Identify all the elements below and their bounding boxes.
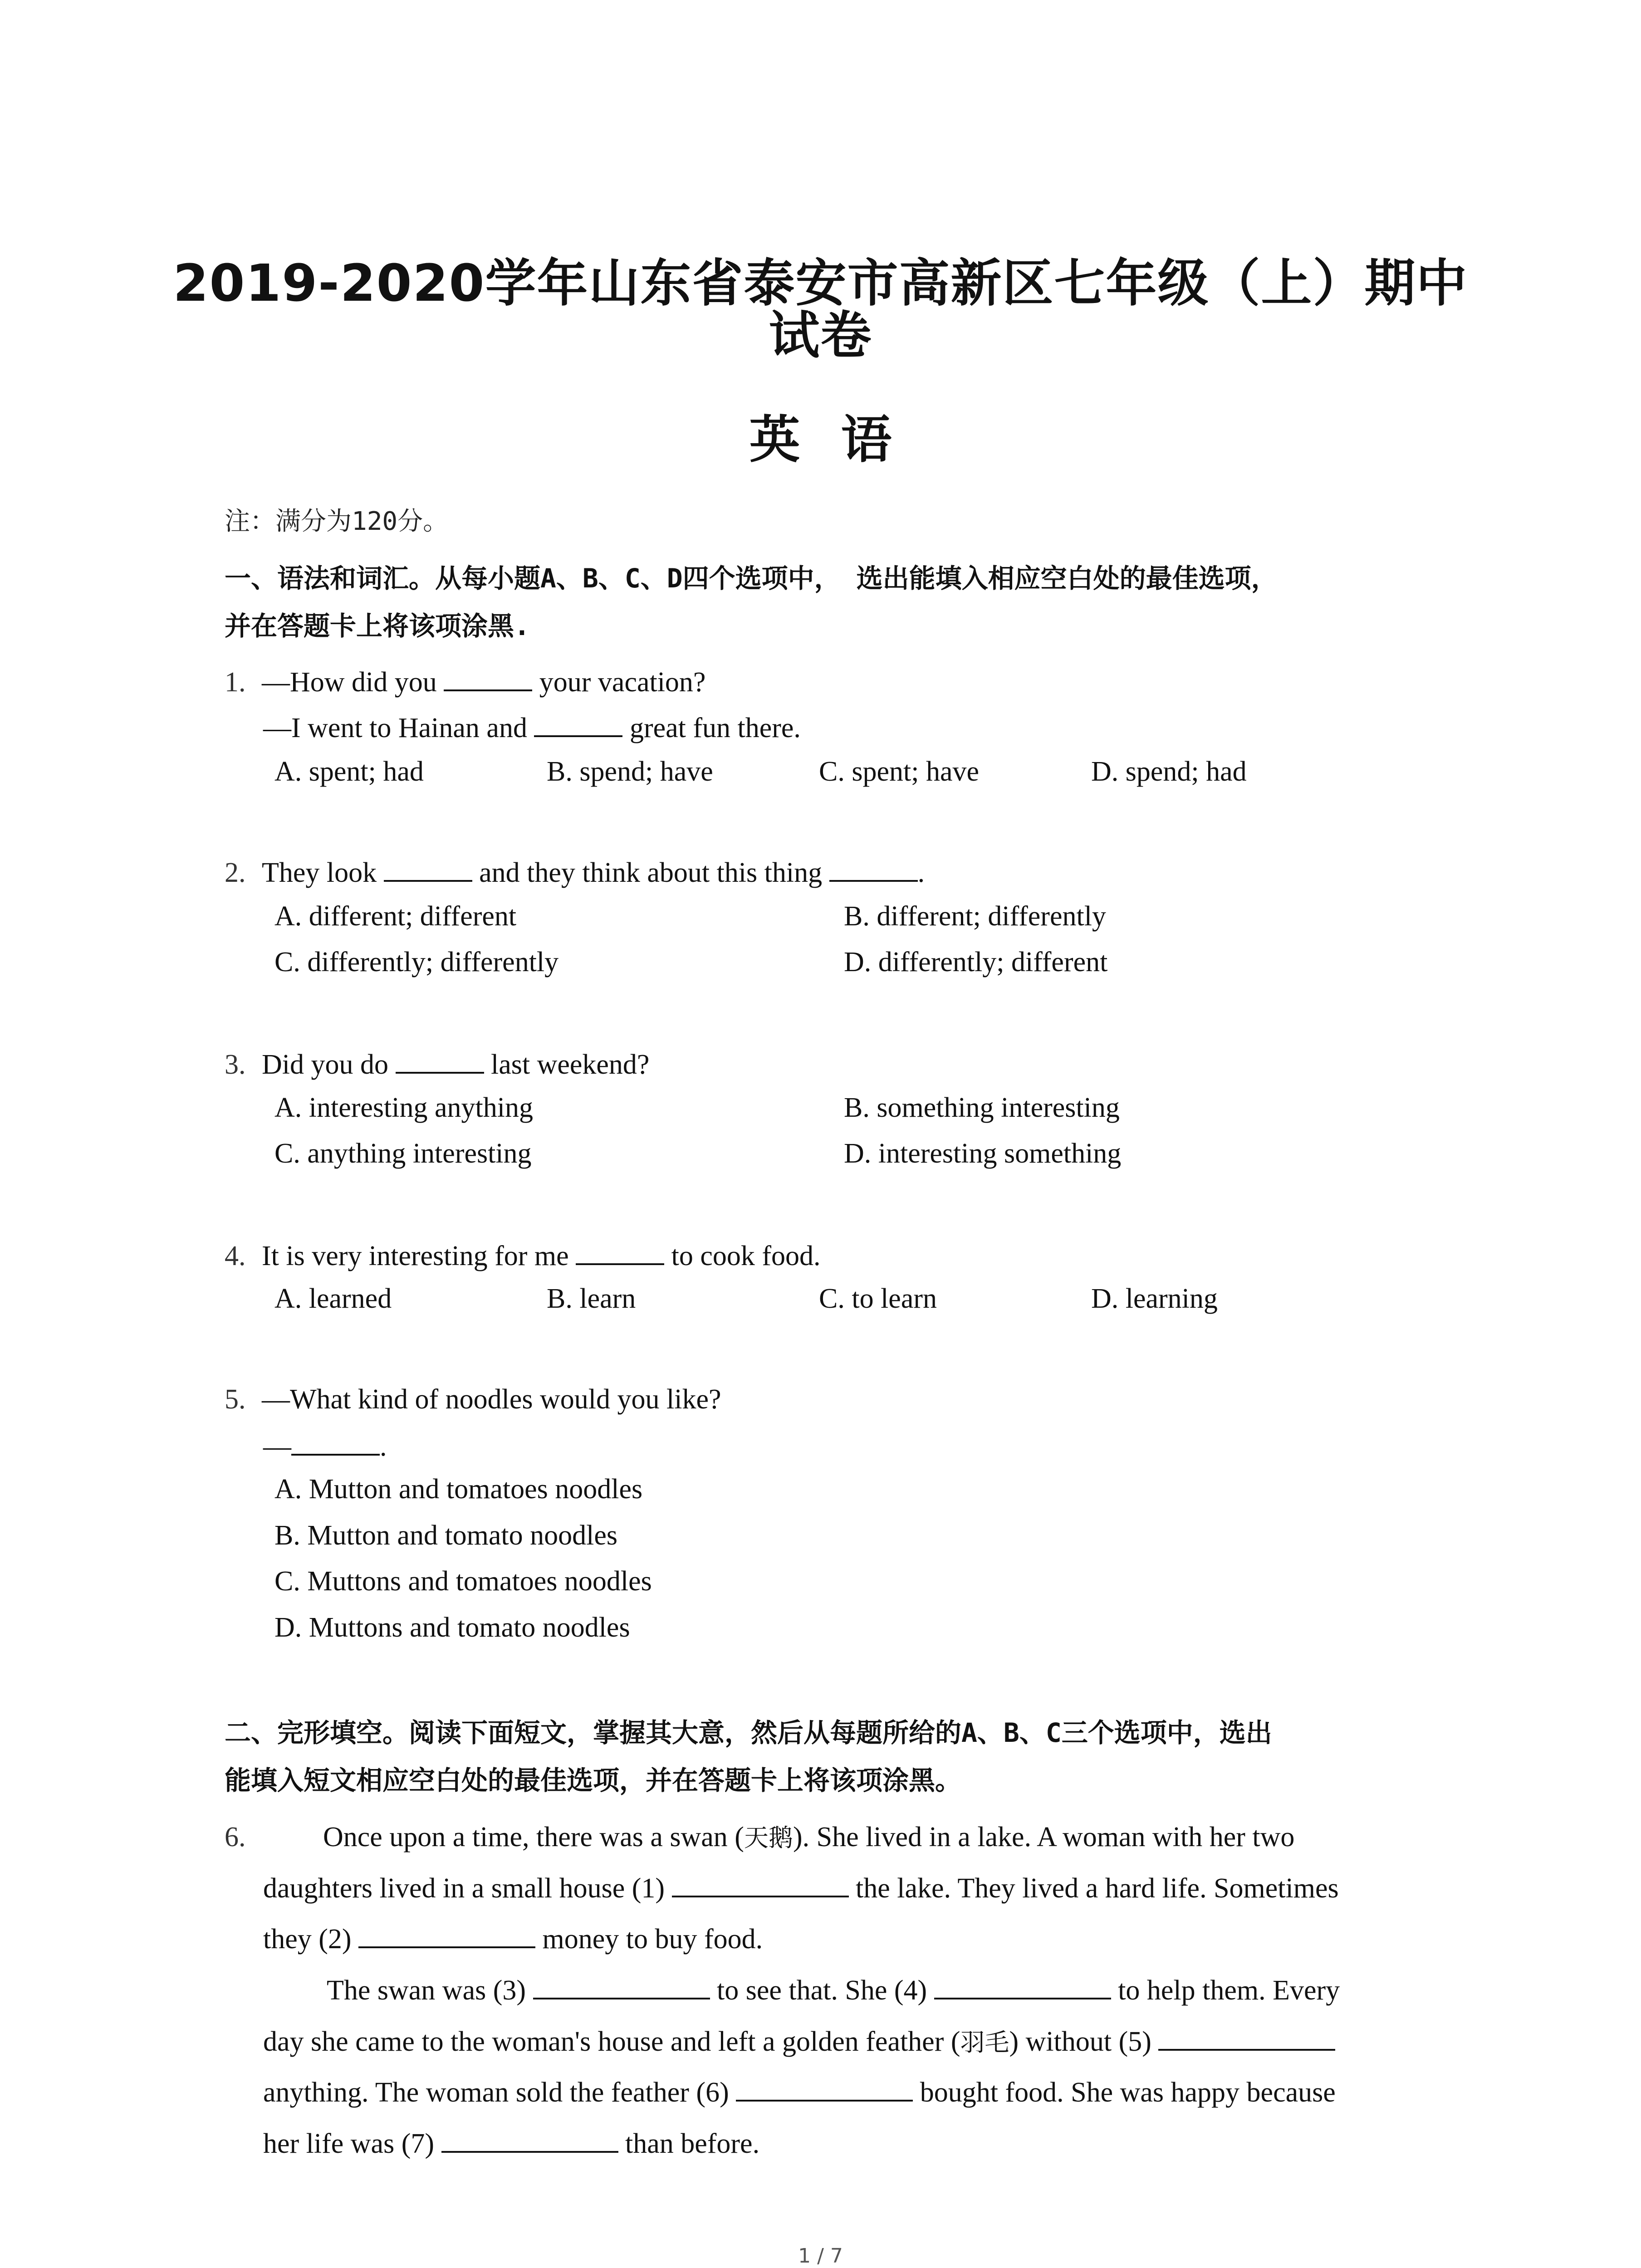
question-2-stem: 2. They look and they think about this thing . — [225, 854, 925, 891]
option-1d: D. spend; had — [1091, 756, 1247, 787]
option-2a: A. different; different — [274, 901, 517, 932]
option-5c: C. Muttons and tomatoes noodles — [274, 1566, 652, 1597]
cloze-line-7: her life was (7) than before. — [263, 2119, 759, 2169]
option-2b: B. different; differently — [844, 901, 1106, 932]
answer-blank — [576, 1237, 664, 1265]
answer-blank — [534, 709, 622, 737]
option-1c: C. spent; have — [819, 756, 979, 787]
question-1-line2: —I went to Hainan and great fun there. — [263, 709, 801, 746]
option-2d: D. differently; different — [844, 947, 1108, 978]
cloze-blank-2 — [358, 1920, 535, 1948]
answer-blank — [396, 1046, 484, 1074]
question-1-stem: 1. —How did you your vacation? — [225, 663, 705, 700]
option-5b: B. Mutton and tomato noodles — [274, 1520, 618, 1551]
answer-blank — [829, 854, 918, 882]
cloze-blank-1 — [672, 1869, 849, 1897]
cloze-blank-4 — [934, 1971, 1111, 1999]
option-5a: A. Mutton and tomatoes noodles — [274, 1474, 643, 1505]
option-1a: A. spent; had — [274, 756, 424, 787]
cloze-line-3: they (2) money to buy food. — [263, 1914, 763, 1964]
option-2c: C. differently; differently — [274, 947, 559, 978]
cloze-blank-7 — [441, 2125, 618, 2153]
cloze-line-2: daughters lived in a small house (1) the lake. They lived a hard life. Sometimes — [263, 1863, 1339, 1913]
question-number: 4. — [225, 1241, 246, 1271]
cloze-line-6: anything. The woman sold the feather (6) bought food. She was happy because — [263, 2068, 1336, 2117]
cloze-line-1: 6. Once upon a time, there was a swan (天鹅). She lived in a lake. A woman with her two — [225, 1822, 1295, 1853]
page-indicator: 1 / 7 — [798, 2244, 843, 2268]
cloze-blank-5 — [1158, 2023, 1335, 2051]
question-5-answer-line: — . — [263, 1427, 387, 1465]
exam-title-line1: 2019-2020学年山东省泰安市高新区七年级（上）期中 — [173, 254, 1468, 313]
question-number: 6. — [225, 1822, 246, 1853]
option-3d: D. interesting something — [844, 1138, 1122, 1169]
cloze-line-4: The swan was (3) to see that. She (4) to help them. Every — [327, 1965, 1340, 2015]
cloze-line-5: day she came to the woman's house and left a golden feather (羽毛) without (5) — [263, 2017, 1335, 2068]
cloze-blank-3 — [533, 1971, 710, 1999]
question-number: 3. — [225, 1049, 246, 1080]
question-number: 2. — [225, 857, 246, 888]
option-4c: C. to learn — [819, 1283, 937, 1314]
section1-heading-line2: 并在答题卡上将该项涂黑. — [225, 611, 530, 641]
exam-title-line2: 试卷 — [769, 306, 872, 365]
question-3-stem: 3. Did you do last weekend? — [225, 1046, 649, 1083]
cloze-blank-6 — [736, 2073, 913, 2102]
question-5-stem: 5. —What kind of noodles would you like? — [225, 1384, 721, 1415]
option-3a: A. interesting anything — [274, 1092, 533, 1123]
question-number: 1. — [225, 667, 246, 698]
answer-blank — [384, 854, 472, 882]
answer-blank — [291, 1427, 380, 1456]
option-4b: B. learn — [547, 1283, 636, 1314]
subject-title: 英语 — [749, 411, 933, 469]
option-3c: C. anything interesting — [274, 1138, 532, 1169]
question-4-stem: 4. It is very interesting for me to cook food. — [225, 1237, 821, 1274]
option-1b: B. spend; have — [547, 756, 713, 787]
section1-heading-line1: 一、语法和词汇。从每小题A、B、C、D四个选项中， 选出能填入相应空白处的最佳选项， — [225, 563, 1278, 594]
option-5d: D. Muttons and tomato noodles — [274, 1612, 630, 1643]
answer-blank — [444, 663, 532, 691]
option-3b: B. something interesting — [844, 1092, 1120, 1123]
section2-heading-line2: 能填入短文相应空白处的最佳选项，并在答题卡上将该项涂黑。 — [225, 1765, 962, 1796]
option-4a: A. learned — [274, 1283, 392, 1314]
question-number: 5. — [225, 1384, 246, 1415]
option-4d: D. learning — [1091, 1283, 1218, 1314]
score-note: 注：满分为120分。 — [225, 507, 449, 536]
section2-heading-line1: 二、完形填空。阅读下面短文，掌握其大意，然后从每题所给的A、B、C三个选项中，选出 — [225, 1717, 1272, 1748]
